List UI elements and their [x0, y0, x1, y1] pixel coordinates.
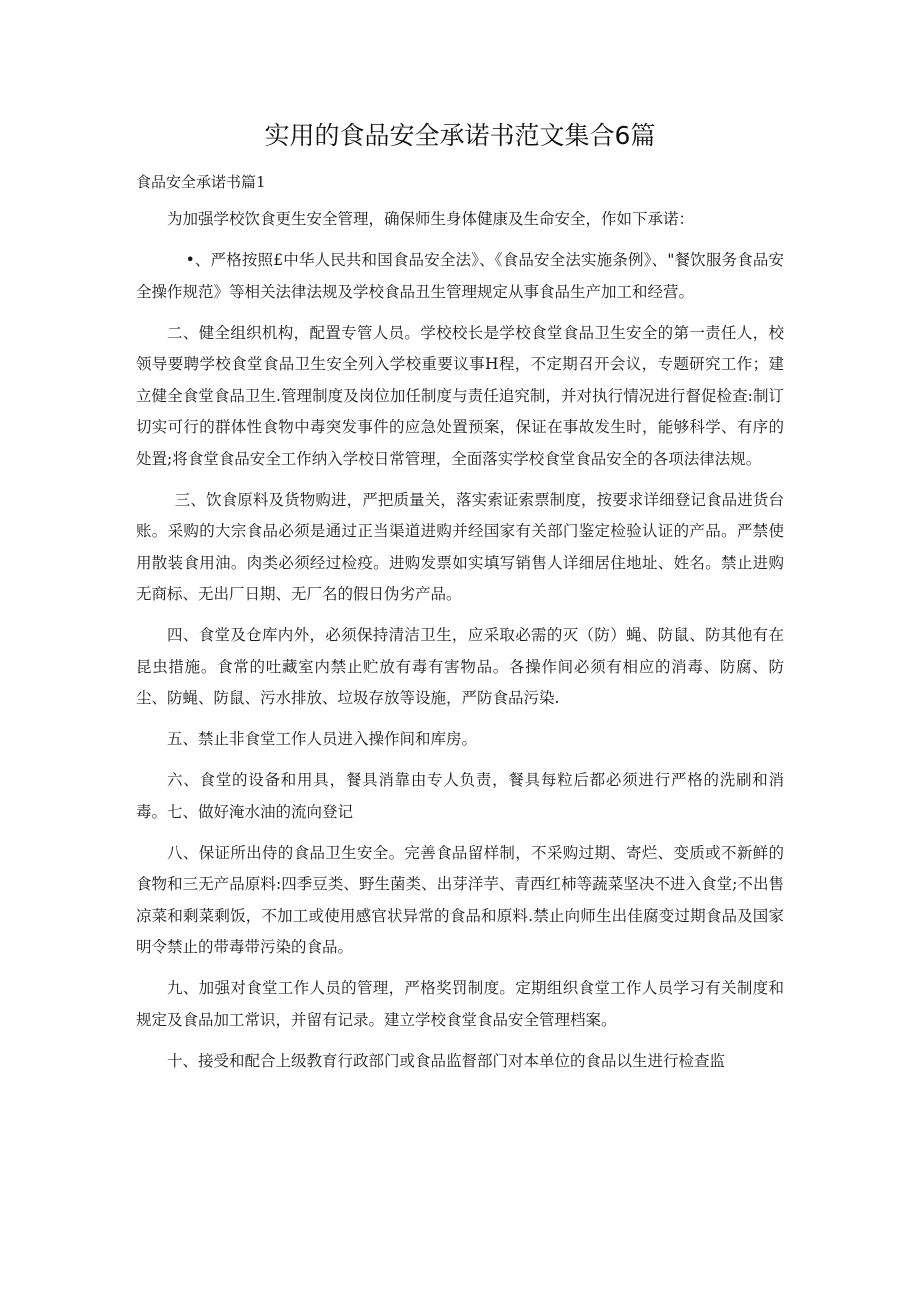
paragraph-4: 四、食堂及仓库内外，必须保持清洁卫生，应采取必需的灭（防）蝇、防鼠、防其他有在昆虫措施。食常的吐藏室内禁止贮放有毒有害物品。各操作间必须有相应的消毒、防腐、防尘、防蝇、防鼠、污水排放、垃圾存放等设施，严防食品污染. [136, 626, 784, 707]
paragraph-3: 三、饮食原料及货物购进，严把质量关，落实索证索票制度，按要求详细登记食品进货台账。采购的大宗食品必须是通过正当渠道进购并经国家有关部门鉴定检验认证的产品。严禁使用散装食用油。肉类必须经过检疫。进购发票如实填写销售人详细居住地址、姓名。禁止进购无商标、无出厂日期、无厂名的假日伪劣产品。 [136, 490, 784, 603]
paragraph-intro: 为加强学校饮食更生安全管理，确保师生身体健康及生命安全，作如下承诺： [167, 210, 695, 228]
paragraph-6: 六、食堂的设备和用具，餐具消靠由专人负责，餐具每粒后都必须进行严格的洗刷和消毒。七、做好淹水油的流向登记 [136, 771, 784, 821]
paragraph-8: 八、保证所出侍的食品卫生安全。完善食品留样制，不采购过期、寄烂、变质或不新鲜的食物和三无产品原料:四季豆类、野生菌类、出芽洋芋、青西红柿等蔬菜坚决不进入食堂;不出售凉菜和剩菜剩饭，不加工或使用感官状异常的食品和原料.禁止向师生出佳腐变过期食品及国家明令禁止的带毒带污染的食品。 [136, 843, 784, 956]
section-heading: 食品安全承诺书篇1 [136, 173, 266, 191]
paragraph-5: 五、禁止非食堂工作人员进入操作间和库房。 [167, 730, 478, 748]
paragraph-2: 二、健全组织机构，配置专管人员。学校校长是学校食堂食品卫生安全的第一责任人，校领导要聘学校食堂食品卫生安全列入学校重要议事H程，不定期召开会议，专题研究工作；建立健全食堂食品卫生.管理制度及岗位加任制度与责任追究制，并对执行情况进行督促检查:制订切实可行的群体性食物中毒突发事件的应急处置预案，保证在事故发生时，能够科学、有序的处置;将食堂食品安全工作纳入学校日常管理，全面落实学校食堂食品安全的各项法律法规。 [136, 323, 784, 468]
paragraph-9: 九、加强对食堂工作人员的管理，严格奖罚制度。定期组织食堂工作人员学习有关制度和规定及食品加工常识，并留有记录。建立学校食堂食品安全管理档案。 [136, 979, 784, 1029]
document-body [136, 204, 784, 1087]
paragraph-1: •、严格按照£中华人民共和国食品安全法》、《食品安全法实施条例》、"餐饮服务食品安全操作规范》等相关法律法规及学校食品丑生管理规定从事食品生产加工和经营。 [136, 251, 784, 301]
paragraph-10: 十、接受和配合上级教育行政部门或食品监督部门对本单位的食品以生进行检查监 [167, 1051, 726, 1070]
document-title: 实用的食品安全承诺书范文集合6篇 [264, 121, 656, 150]
